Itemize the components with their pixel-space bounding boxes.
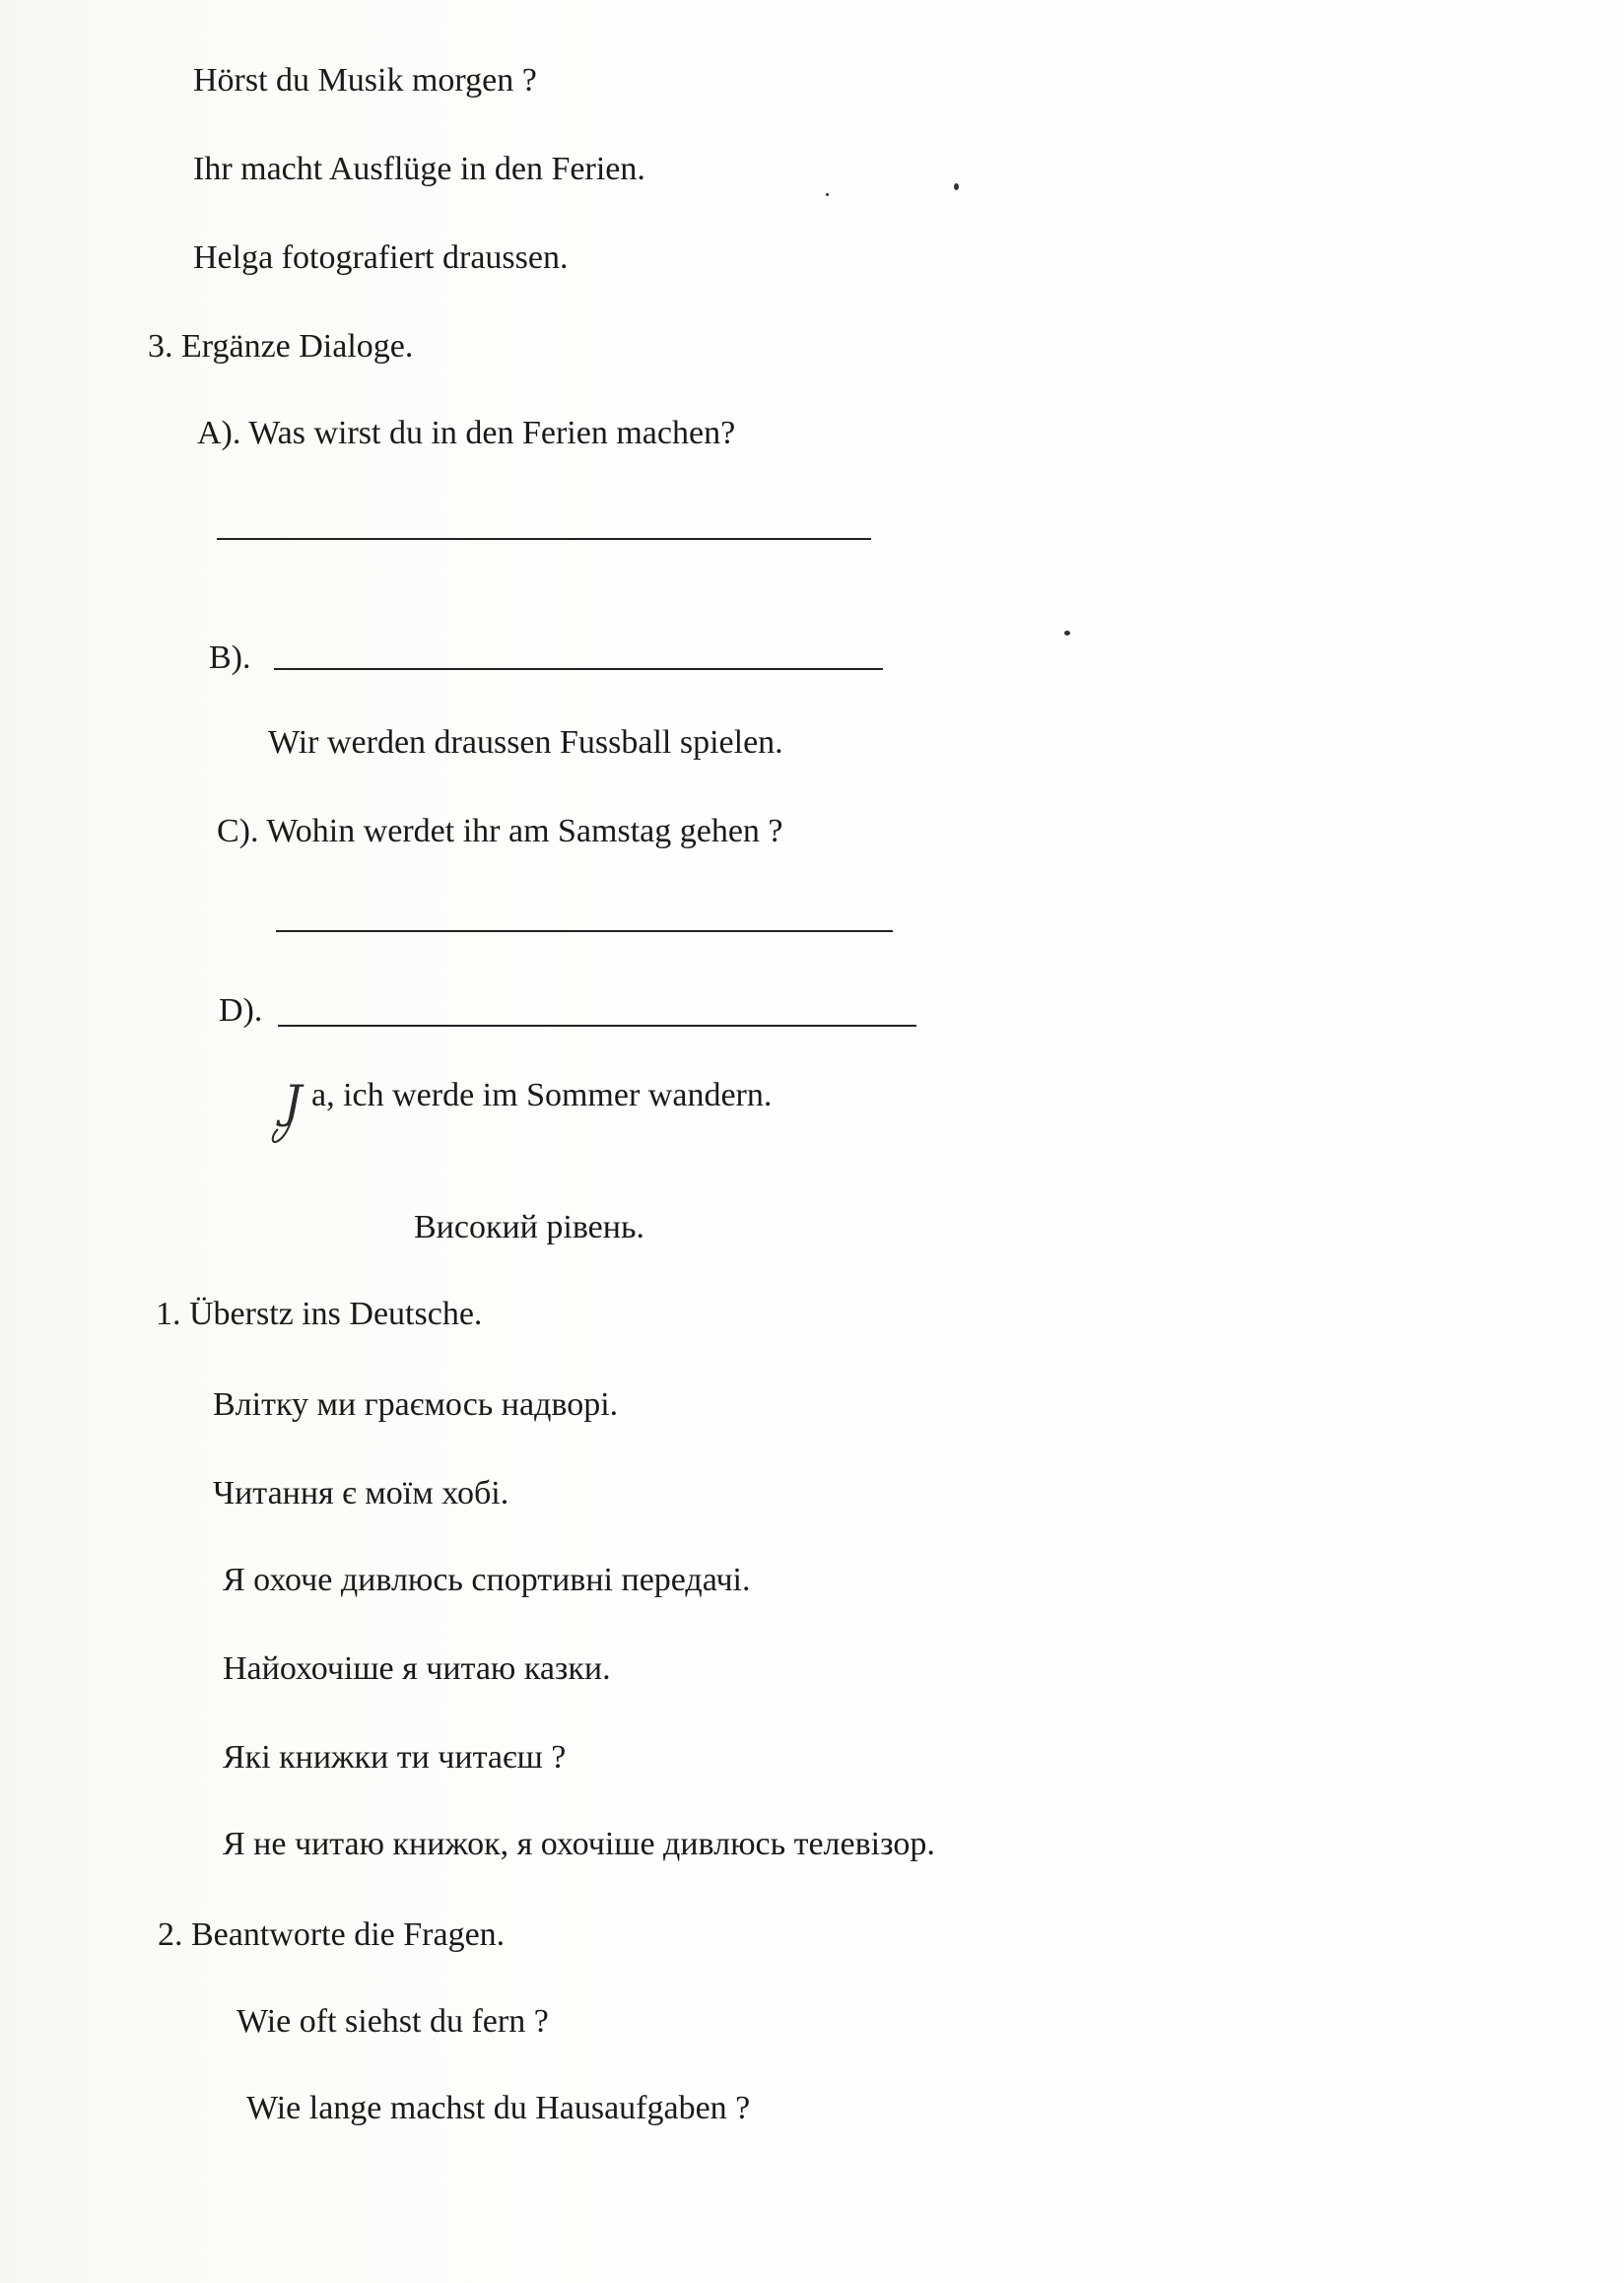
task1-item-5: Які книжки ти читаєш ? [223,1739,567,1776]
task1-item-6: Я не читаю книжок, я охочіше дивлюсь телевізор. [223,1826,935,1862]
task3-question-a: A). Was wirst du in den Ferien machen? [197,415,736,451]
task2-item-1: Wie oft siehst du fern ? [237,2003,549,2040]
answer-line-b[interactable] [274,668,883,670]
task3-label-b: B). [209,639,251,676]
intro-line-1: Hörst du Musik morgen ? [193,62,537,99]
task1-item-4: Найохочіше я читаю казки. [223,1650,611,1687]
task3-label-d: D). [219,992,263,1029]
task3-heading: 3. Ergänze Dialoge. [148,328,414,365]
handwritten-j-letter: J [284,1075,303,1128]
answer-line-d[interactable] [278,1025,916,1027]
task1-item-1: Влітку ми граємось надворі. [213,1386,619,1423]
task3-answer-d: a, ich werde im Sommer wandern. [311,1077,773,1113]
scan-speck [826,193,829,196]
task2-item-2: Wie lange machst du Hausaufgaben ? [246,2090,751,2126]
level-title: Високий рівень. [414,1209,644,1245]
task1-heading: 1. Überstz ins Deutsche. [156,1296,483,1332]
answer-line-c[interactable] [276,930,893,932]
task3-answer-b: Wir werden draussen Fussball spielen. [268,724,783,761]
task2-heading: 2. Beantworte die Fragen. [158,1916,506,1953]
scan-speck [1064,631,1070,636]
answer-line-a[interactable] [217,538,871,540]
task3-question-c: C). Wohin werdet ihr am Samstag gehen ? [217,813,783,849]
task1-item-3: Я охоче дивлюсь спортивні передачі. [223,1562,751,1598]
task1-item-2: Читання є моїм хобі. [213,1475,509,1511]
scan-speck [954,183,959,190]
intro-line-2: Ihr macht Ausflüge in den Ferien. [193,151,645,187]
intro-line-3: Helga fotografiert draussen. [193,239,569,276]
